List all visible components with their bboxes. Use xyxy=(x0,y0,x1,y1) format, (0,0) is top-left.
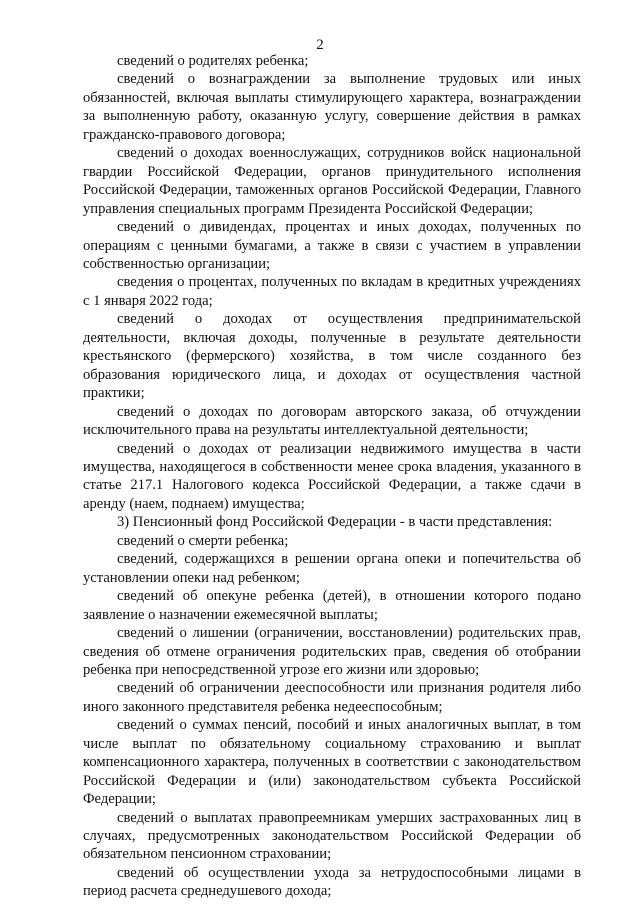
paragraph-pensions-benefits: сведений о суммах пенсий, пособий и иных аналогичных выплат, в том числе выплат по обязательному социальному страхованию и выплат компенсационного характера, полученных в соответствии с законодательством Российской Федерации и (или) законодательством субъекта Российской Федерации; xyxy=(83,717,581,808)
paragraph-deposit-interest: сведения о процентах, полученных по вкладам в кредитных учреждениях с 1 января 2022 года; xyxy=(83,274,581,309)
paragraph-successor-payments: сведений о выплатах правопреемникам умерших застрахованных лиц в случаях, предусмотренных законодательством Российской Федерации об обязательном пенсионном страховании; xyxy=(83,809,581,863)
paragraph-dividends: сведений о дивидендах, процентах и иных доходах, полученных по операциям с ценными бумагами, а также в связи с участием в управлении собственностью организации; xyxy=(83,219,581,272)
paragraph-military-income: сведений о доходах военнослужащих, сотрудников войск национальной гвардии Российской Федерации, органов принудительного исполнения Российской Федерации, таможенных органов Российской Федерации, Главного управления специальных программ Президента Российской Федерации; xyxy=(83,145,581,217)
paragraph-pension-fund-heading: 3) Пенсионный фонд Российской Федерации - в части представления: xyxy=(117,514,553,531)
paragraph-guardianship-decision: сведений, содержащихся в решении органа опеки и попечительства об установлении опеки над ребенком; xyxy=(83,551,581,586)
paragraph-legal-capacity: сведений об ограничении дееспособности или признания родителя либо иного законного представителя ребенка недееспособным; xyxy=(83,680,581,715)
paragraph-business-income: сведений о доходах от осуществления предпринимательской деятельности, включая доходы, полученные в результате деятельности крестьянского (фермерского) хозяйства, в том числе созданного без образования юридического лица, и доходах от осуществления частной практики; xyxy=(83,311,581,402)
document-body xyxy=(83,52,581,901)
paragraph-remuneration: сведений о вознаграждении за выполнение трудовых или иных обязанностей, включая выплаты стимулирующего характера, вознаграждении за выполненную работу, оказанную услугу, совершение действия в рамках гражданско-правового договора; xyxy=(83,71,581,143)
paragraph-parental-rights: сведений о лишении (ограничении, восстановлении) родительских прав, сведения об отмене ограничения родительских прав, сведения об отобрании ребенка при непосредственной угрозе его жизни или здоровью; xyxy=(83,625,581,678)
page-number: 2 xyxy=(316,37,324,53)
paragraph-copyright-income: сведений о доходах по договорам авторского заказа, об отчуждении исключительного права на результаты интеллектуальной деятельности; xyxy=(83,403,581,439)
paragraph-parents-info: сведений о родителях ребенка; xyxy=(117,53,309,69)
paragraph-child-death: сведений о смерти ребенка; xyxy=(117,532,289,549)
paragraph-real-estate-income: сведений о доходах от реализации недвижимого имущества в части имущества, находящегося в собственности менее срока владения, указанного в статье 217.1 Налогового кодекса Российской Федерации, а также сдачи в аренду (наем, поднаем) имущества; xyxy=(83,440,581,512)
paragraph-care-of-disabled: сведений об осуществлении ухода за нетрудоспособными лицами в период расчета среднедушевого дохода; xyxy=(83,864,581,900)
paragraph-guardian-info: сведений об опекуне ребенка (детей), в отношении которого подано заявление о назначении ежемесячной выплаты; xyxy=(83,588,581,623)
